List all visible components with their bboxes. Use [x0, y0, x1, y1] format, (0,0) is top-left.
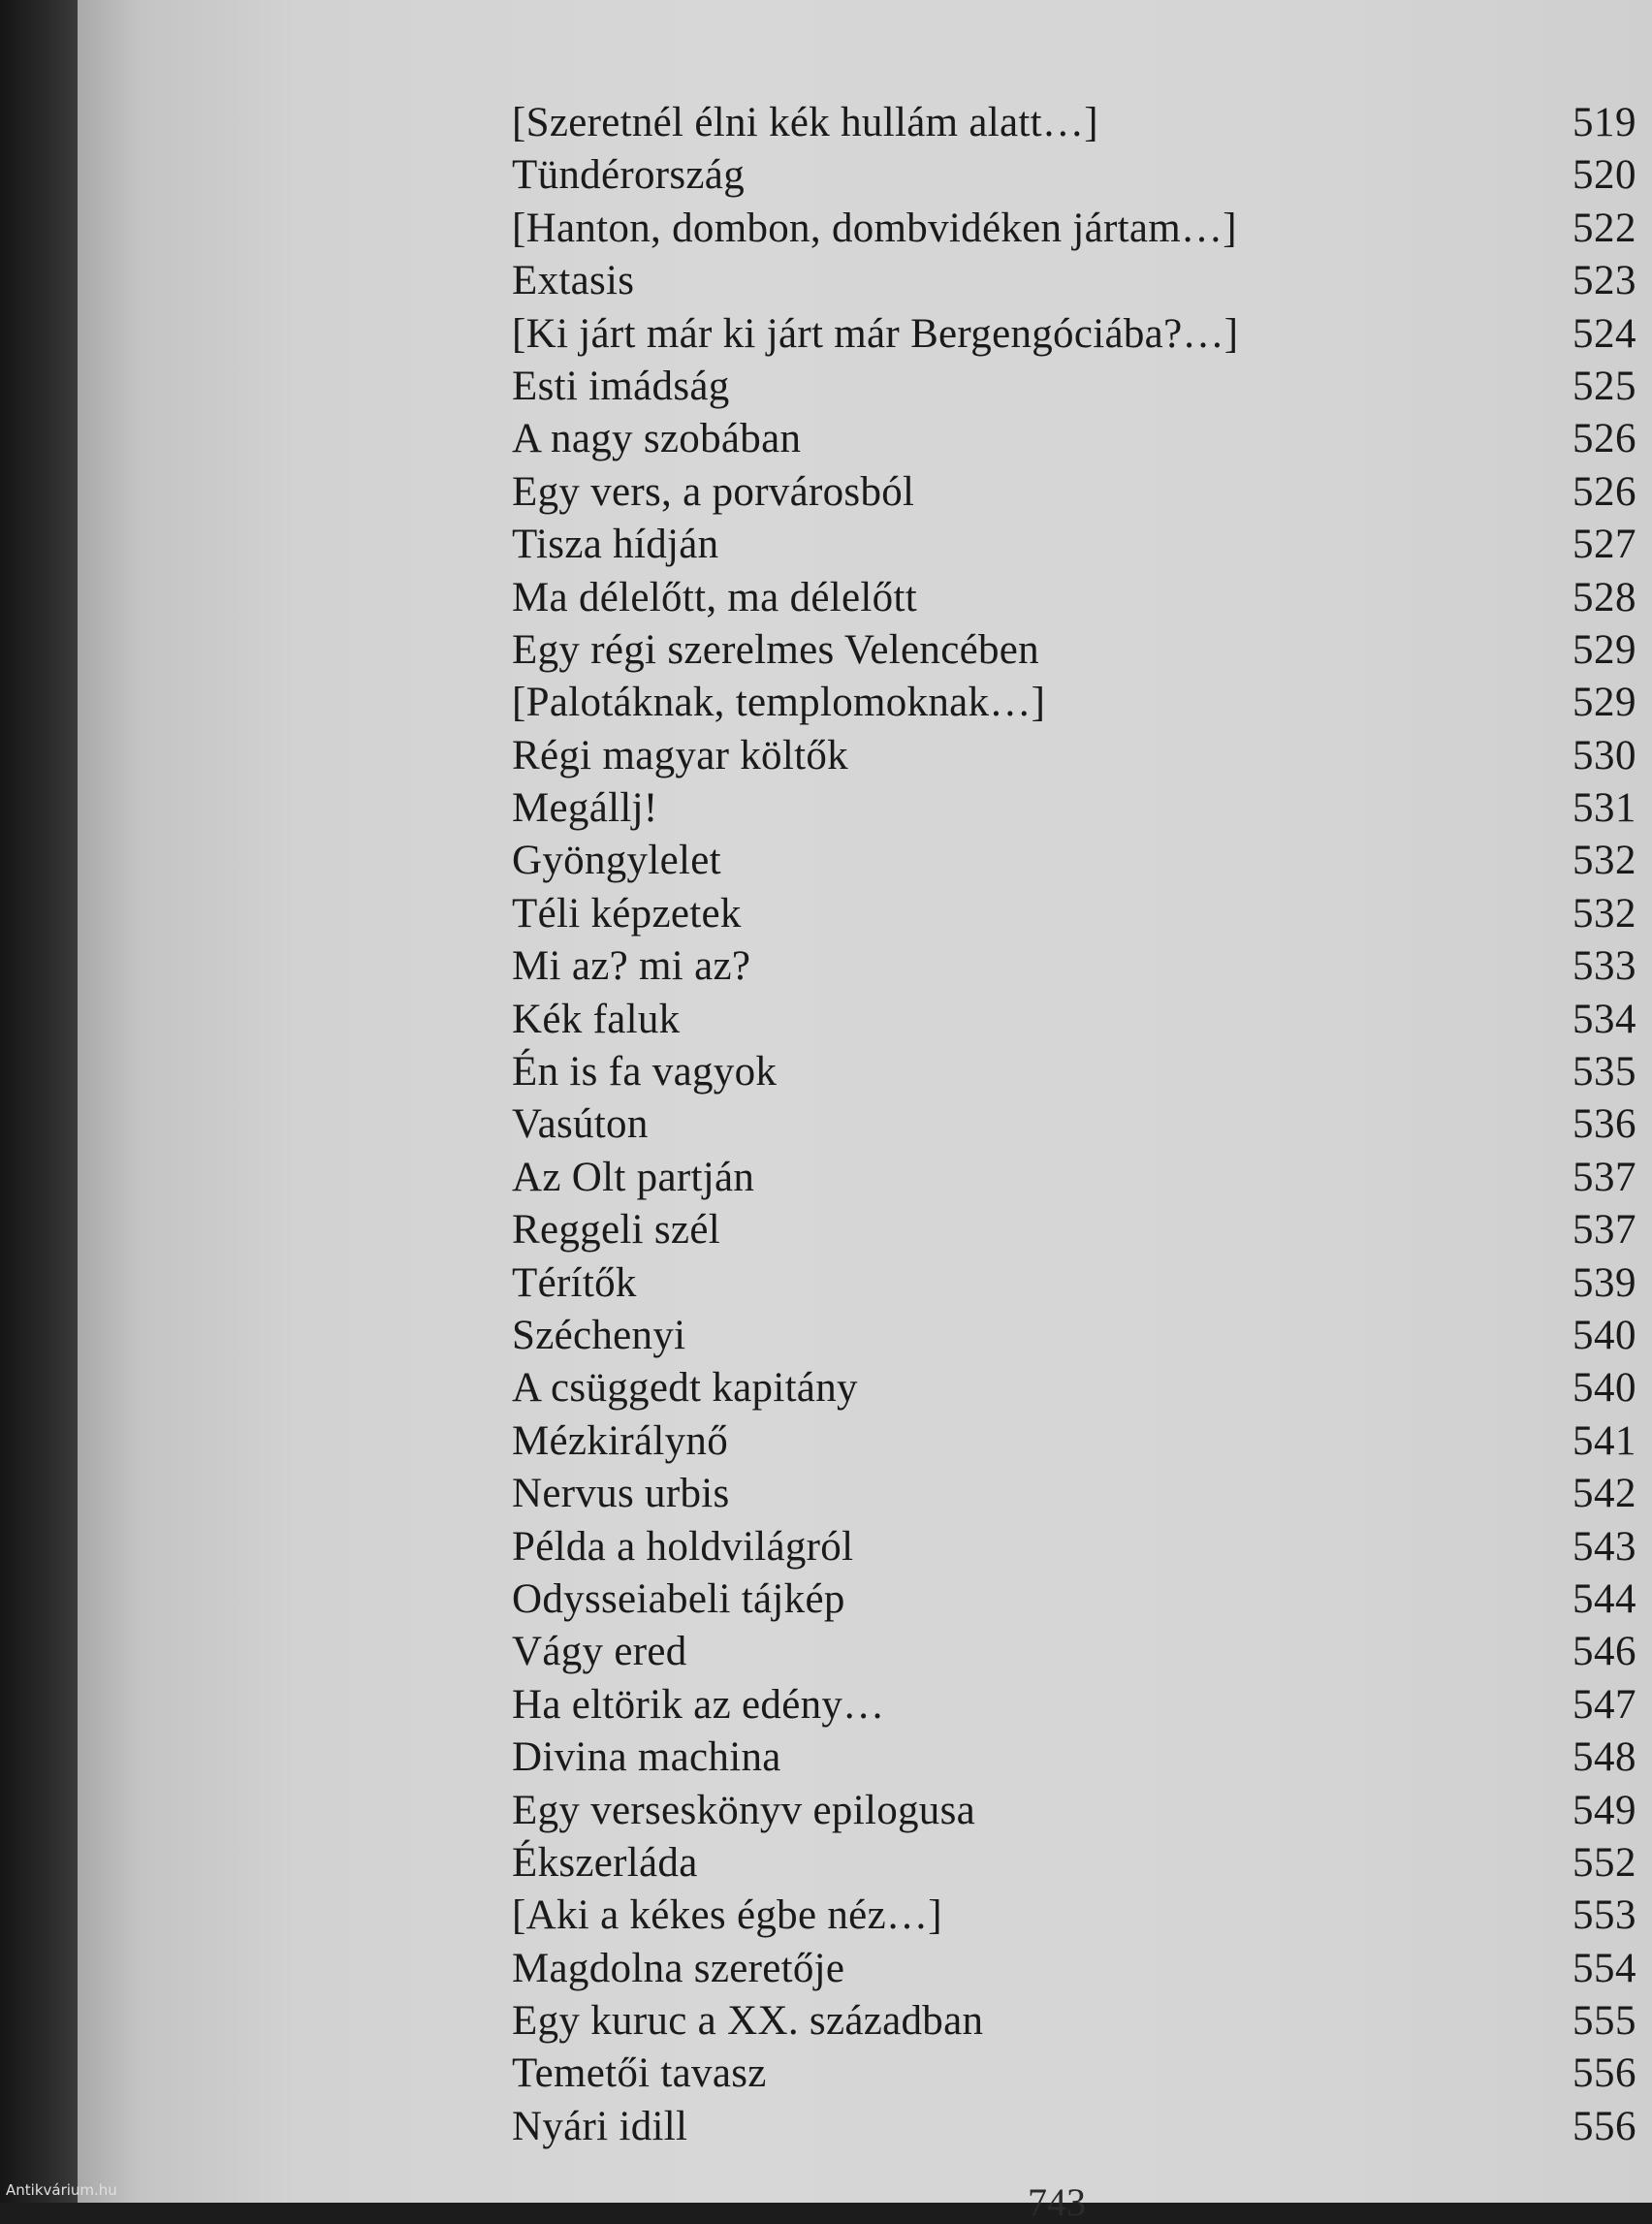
toc-entry	[512, 1152, 1636, 1204]
toc-entry	[512, 624, 1636, 677]
toc-entry-page: 556	[1573, 2050, 1636, 2097]
watermark-text: Antikvárium.hu	[6, 2181, 117, 2199]
toc-entry-page: 527	[1573, 522, 1636, 568]
toc-entry-page: 537	[1573, 1154, 1636, 1200]
toc-entry-page: 522	[1573, 205, 1636, 251]
toc-entry-page: 526	[1573, 416, 1636, 462]
toc-entry	[512, 308, 1636, 361]
toc-entry	[512, 1362, 1636, 1414]
toc-entry	[512, 1046, 1636, 1098]
toc-entry-page: 532	[1573, 890, 1636, 937]
toc-entry-page: 520	[1573, 152, 1636, 199]
toc-entry-title: Vasúton	[512, 1101, 649, 1148]
toc-entry	[512, 149, 1636, 202]
toc-entry-page: 556	[1573, 2103, 1636, 2149]
toc-entry-title: Gyöngylelet	[512, 838, 721, 884]
toc-entry	[512, 1573, 1636, 1626]
toc-entry	[512, 1204, 1636, 1256]
toc-entry	[512, 466, 1636, 519]
toc-entry	[512, 519, 1636, 571]
toc-entry	[512, 1098, 1636, 1151]
toc-entry-title: Tisza hídján	[512, 522, 719, 568]
toc-entry-title: Divina machina	[512, 1734, 781, 1781]
toc-entry-page: 540	[1573, 1365, 1636, 1412]
toc-entry-title: Vágy ered	[512, 1629, 687, 1675]
toc-entry-page: 529	[1573, 680, 1636, 726]
toc-entry	[512, 203, 1636, 255]
toc-entry-page: 552	[1573, 1839, 1636, 1886]
toc-entry	[512, 1626, 1636, 1678]
toc-entry	[512, 730, 1636, 782]
toc-entry	[512, 361, 1636, 413]
toc-entry-title: Temetői tavasz	[512, 2050, 767, 2097]
toc-entry-title: Egy kuruc a XX. században	[512, 1998, 984, 2045]
table-of-contents	[512, 97, 1636, 2153]
toc-entry-page: 523	[1573, 258, 1636, 304]
toc-entry-page: 539	[1573, 1259, 1636, 1306]
toc-entry-page: 524	[1573, 310, 1636, 357]
toc-entry	[512, 572, 1636, 624]
toc-entry-title: Ha eltörik az edény…	[512, 1681, 885, 1728]
toc-entry-title: Reggeli szél	[512, 1207, 720, 1254]
toc-entry-title: Tündérország	[512, 152, 745, 199]
toc-entry-page: 540	[1573, 1312, 1636, 1358]
toc-entry	[512, 2048, 1636, 2100]
toc-entry	[512, 782, 1636, 835]
toc-entry-title: Én is fa vagyok	[512, 1049, 778, 1096]
toc-entry-page: 530	[1573, 732, 1636, 778]
toc-entry-page: 546	[1573, 1629, 1636, 1675]
toc-entry-title: Megállj!	[512, 785, 658, 832]
toc-entry-page: 531	[1573, 785, 1636, 832]
toc-entry-title: Nyári idill	[512, 2103, 688, 2149]
toc-entry-page: 541	[1573, 1417, 1636, 1464]
toc-entry-page: 535	[1573, 1049, 1636, 1096]
toc-entry-title: Téli képzetek	[512, 890, 742, 937]
toc-entry-page: 555	[1573, 1998, 1636, 2045]
toc-entry	[512, 97, 1636, 149]
toc-entry	[512, 1679, 1636, 1732]
toc-entry-title: Régi magyar költők	[512, 732, 848, 778]
toc-entry	[512, 1837, 1636, 1890]
toc-entry	[512, 888, 1636, 940]
toc-entry-page: 553	[1573, 1892, 1636, 1939]
toc-entry-title: Odysseiabeli tájkép	[512, 1575, 845, 1622]
toc-entry	[512, 1890, 1636, 1942]
toc-entry-title: [Ki járt már ki járt már Bergengóciába?…]	[512, 310, 1239, 357]
toc-entry-page: 533	[1573, 943, 1636, 990]
toc-entry	[512, 1943, 1636, 1995]
toc-entry	[512, 835, 1636, 887]
toc-entry-title: Ma délelőtt, ma délelőtt	[512, 574, 917, 620]
toc-entry-title: Széchenyi	[512, 1312, 686, 1358]
toc-entry-title: [Hanton, dombon, dombvidéken jártam…]	[512, 205, 1237, 251]
toc-entry-title: Egy vers, a porvárosból	[512, 468, 915, 515]
toc-entry	[512, 1310, 1636, 1362]
toc-entry	[512, 413, 1636, 465]
toc-entry-title: A csüggedt kapitány	[512, 1365, 858, 1412]
toc-entry-page: 534	[1573, 996, 1636, 1042]
toc-entry-page: 549	[1573, 1787, 1636, 1833]
toc-entry-title: Egy verseskönyv epilogusa	[512, 1787, 976, 1833]
footer-page-number: 743	[1028, 2180, 1086, 2224]
toc-entry-title: [Aki a kékes égbe néz…]	[512, 1892, 942, 1939]
toc-entry-page: 554	[1573, 1945, 1636, 1991]
toc-entry-page: 525	[1573, 363, 1636, 409]
toc-entry-page: 529	[1573, 626, 1636, 673]
toc-entry	[512, 677, 1636, 729]
toc-entry-title: Mi az? mi az?	[512, 943, 751, 990]
toc-entry	[512, 1521, 1636, 1573]
toc-entry	[512, 1732, 1636, 1784]
toc-entry-page: 548	[1573, 1734, 1636, 1781]
book-spine	[0, 0, 78, 2203]
toc-entry-page: 544	[1573, 1575, 1636, 1622]
toc-entry-title: Ékszerláda	[512, 1839, 698, 1886]
toc-entry-title: Egy régi szerelmes Velencében	[512, 626, 1039, 673]
toc-entry	[512, 255, 1636, 307]
toc-entry-title: Esti imádság	[512, 363, 730, 409]
toc-entry-page: 543	[1573, 1523, 1636, 1570]
toc-entry-title: [Szeretnél élni kék hullám alatt…]	[512, 100, 1098, 145]
toc-entry-page: 536	[1573, 1101, 1636, 1148]
toc-entry-page: 547	[1573, 1681, 1636, 1728]
toc-entry-page: 528	[1573, 574, 1636, 620]
toc-entry-title: Extasis	[512, 258, 635, 304]
toc-entry	[512, 940, 1636, 993]
toc-entry-title: Térítők	[512, 1259, 637, 1306]
toc-entry-title: Kék faluk	[512, 996, 681, 1042]
toc-entry	[512, 1468, 1636, 1520]
toc-entry-page: 537	[1573, 1207, 1636, 1254]
toc-entry-title: Nervus urbis	[512, 1471, 730, 1517]
toc-entry-page: 519	[1573, 100, 1636, 145]
toc-entry	[512, 1257, 1636, 1310]
toc-entry-page: 526	[1573, 468, 1636, 515]
toc-entry-page: 532	[1573, 838, 1636, 884]
toc-entry	[512, 1415, 1636, 1468]
toc-entry-title: Példa a holdvilágról	[512, 1523, 854, 1570]
toc-entry-title: A nagy szobában	[512, 416, 802, 462]
toc-entry-title: [Palotáknak, templomoknak…]	[512, 680, 1046, 726]
toc-entry-title: Magdolna szeretője	[512, 1945, 845, 1991]
toc-entry-page: 542	[1573, 1471, 1636, 1517]
toc-entry-title: Az Olt partján	[512, 1154, 755, 1200]
toc-entry-title: Mézkirálynő	[512, 1417, 729, 1464]
toc-entry	[512, 994, 1636, 1046]
toc-entry	[512, 2101, 1636, 2153]
toc-entry	[512, 1785, 1636, 1837]
toc-entry	[512, 1995, 1636, 2048]
book-page	[78, 0, 1652, 2224]
